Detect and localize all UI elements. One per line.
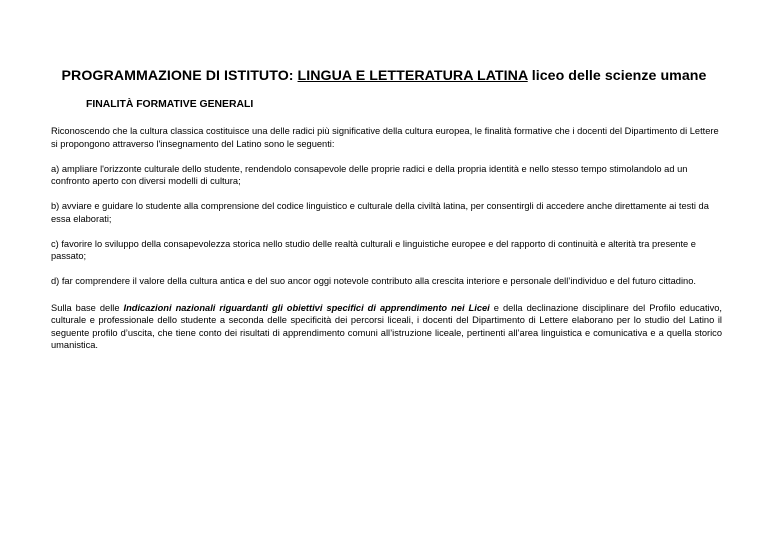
closing-paragraph: [51, 302, 722, 352]
page-title: [0, 68, 768, 84]
closing-emphasis: Indicazioni nazionali riguardanti gli obiettivi specifici di apprendimento nei Licei: [123, 302, 490, 313]
title-subject: LINGUA E LETTERATURA LATINA: [297, 68, 528, 84]
list-item-b: b) avviare e guidare lo studente alla comprensione del codice linguistico e culturale della civiltà latina, per consentirgli di accedere anche direttamente ai testi da essa elaborati;: [51, 201, 709, 224]
intro-paragraph: Riconoscendo che la cultura classica costituisce una delle radici più significative della cultura europea, le finalità formative che i docenti del Dipartimento di Lettere si propongono attraverso l'insegnamento del Latino sono le seguenti:: [51, 126, 719, 149]
title-prefix: PROGRAMMAZIONE DI ISTITUTO:: [61, 68, 298, 84]
document-body: [51, 125, 722, 364]
list-item-c: c) favorire lo sviluppo della consapevolezza storica nello studio delle realtà culturali e linguistiche europee e del rapporto di continuità e alterità tra presente e passato;: [51, 238, 696, 261]
list-item-a: a) ampliare l'orizzonte culturale dello studente, rendendolo consapevole delle proprie radici e della propria identità e nello stesso tempo stimolandolo ad un confronto aperto con diversi modelli di cultura;: [51, 163, 688, 186]
title-suffix: liceo delle scienze umane: [527, 68, 707, 84]
list-item-d: d) far comprendere il valore della cultura antica e del suo ancor oggi notevole contributo alla crescita interiore e personale dell’individuo e del futuro cittadino.: [51, 276, 696, 286]
closing-before: Sulla base delle: [51, 302, 124, 313]
section-heading: FINALITÀ FORMATIVE GENERALI: [86, 99, 254, 110]
closing-after: e della declinazione disciplinare del Profilo educativo, culturale e professionale dello studente a seconda delle specificità dei percorsi liceali, i docenti del Dipartimento di Lettere elaborano per lo studio del Latino il seguente profilo d’uscita, che tiene conto dei risultati di apprendimento comuni all’istruzione liceale, pertinenti all’area linguistica e comunicativa e a quella storico umanistica.: [51, 302, 722, 350]
